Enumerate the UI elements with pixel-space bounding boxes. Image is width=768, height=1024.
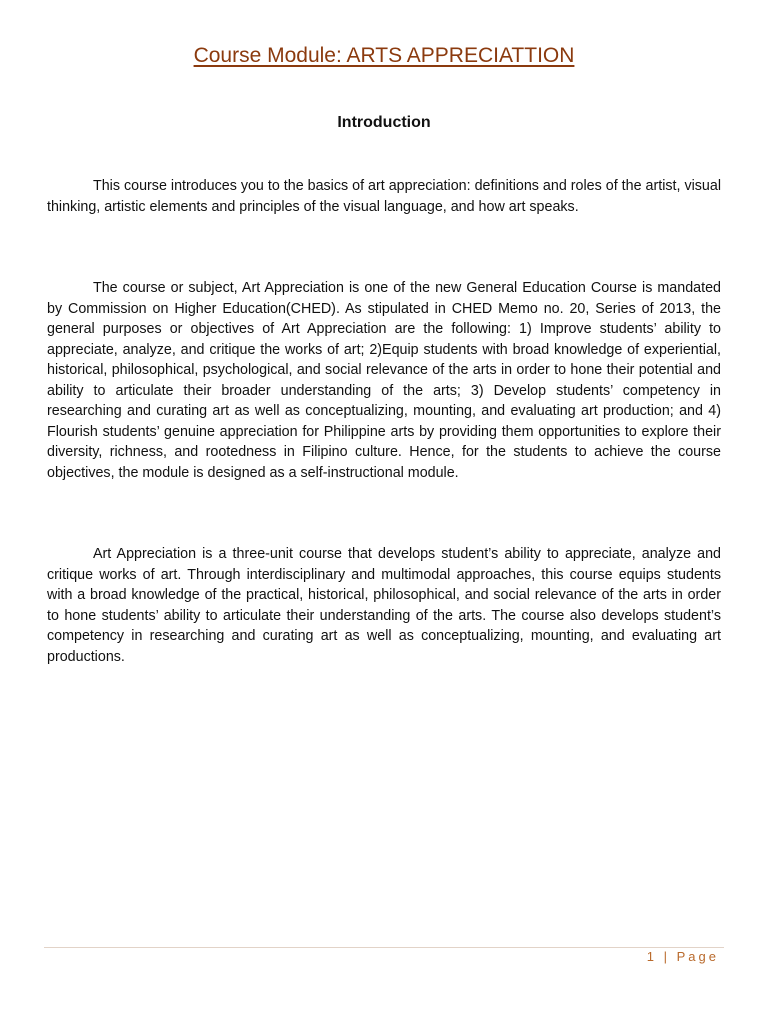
paragraph: Art Appreciation is a three-unit course that develops student’s ability to appreciate, analyze and critique works of art. Through interdisciplinary and multimodal approaches, this course equips students with a broad knowledge of the practical, historical, philosophical, and social relevance of the arts in order to hone students’ ability to articulate their understanding of the arts. The course also develops student’s competency in researching and curating art as well as conceptualizing, mounting, and evaluating art productions. bbox=[47, 546, 721, 665]
paragraph: This course introduces you to the basics of art appreciation: definitions and roles of the artist, visual thinking, artistic elements and principles of the visual language, and how art speaks. bbox=[47, 178, 721, 215]
section-heading: Introduction bbox=[337, 114, 431, 131]
paragraph: The course or subject, Art Appreciation is one of the new General Education Course is mandated by Commission on Higher Education(CHED). As stipulated in CHED Memo no. 20, Series of 2013, the general purposes or objectives of Art Appreciation are the following: 1) Improve students’ ability to appreciate, analyze, and critique the works of art; 2)Equip students with broad knowledge of experiential, historical, philosophical, psychological, and social relevance of the arts in order to hone their potential and ability to articulate their broader understanding of the arts; 3) Develop students’ competency in researching and curating art as well as conceptualizing, mounting, and evaluating art production; and 4) Flourish students’ genuine appreciation for Philippine arts by providing them opportunities to explore their diversity, richness, and rootedness in Filipino culture. Hence, for the students to achieve the course objectives, the module is designed as a self-instructional module. bbox=[47, 280, 721, 481]
footer-divider bbox=[44, 947, 724, 948]
document-title: Course Module: ARTS APPRECIATTION bbox=[193, 44, 575, 67]
page-number: 1 | Page bbox=[646, 949, 719, 964]
